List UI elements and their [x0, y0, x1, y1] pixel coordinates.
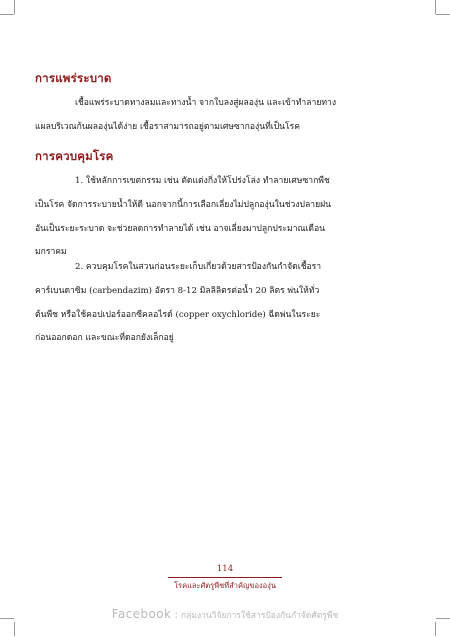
text-line: คาร์เบนดาซิม (carbendazim) อัตรา 8-12 มิลลิลิตรต่อน้ำ 20 ลิตร พ่นให้ทั่ว [35, 285, 320, 296]
crop-mark-top-left-v [14, 0, 15, 14]
text-line: เชื้อแพร่ระบาดทางลมและทางน้ำ จากใบลงสู่ผลองุ่น และเข้าทำลายทาง [75, 98, 337, 108]
text-line: ต้นพืช หรือใช้คอปเปอร์ออกซีคลอไรด์ (copper oxychloride) ฉีดพ่นในระยะ [35, 309, 321, 320]
crop-mark-bottom-left-v [14, 622, 15, 636]
text-line: 1. ใช้หลักการเขตกรรม เช่น ตัดแต่งกิ่งให้โปร่งโล่ง ทำลายเศษซากพืช [75, 176, 330, 186]
crop-mark-bottom-right-v [435, 622, 436, 636]
facebook-watermark [0, 603, 450, 622]
facebook-group-name: กลุ่มงานวิจัยการใช้สารป้องกันกำจัดศัตรูพืช [181, 611, 339, 621]
paragraph-spread [35, 92, 375, 140]
text-line: ก่อนออกดอก และขณะที่ดอกยังเล็กอยู่ [35, 333, 174, 344]
page-number: 114 [216, 564, 234, 574]
section-heading-control: การควบคุมโรค [35, 149, 114, 163]
facebook-label: Facebook [111, 607, 172, 621]
text-line: แผลบริเวณก้นผลองุ่นได้ง่าย เชื้อราสามารถอยู่ตามเศษซากองุ่นที่เป็นโรค [35, 121, 301, 132]
text-line: เป็นโรค จัดการระบายน้ำให้ดี นอกจากนี้การเลือกเลี่ยงไม่ปลูกองุ่นในช่วงปลายฝน [35, 199, 332, 210]
section-heading-spread: การแพร่ระบาด [35, 71, 112, 85]
paragraph-control-1 [35, 170, 375, 265]
crop-mark-top-right-h [436, 14, 450, 15]
paragraph-control-2 [35, 256, 375, 351]
crop-mark-top-right-v [435, 0, 436, 14]
book-title: โรคและศัตรูพืชที่สำคัญขององุ่น [174, 581, 276, 590]
crop-mark-top-left-h [0, 14, 14, 15]
text-line: อันเป็นระยะระบาด จะช่วยลดการทำลายได้ เช่น อาจเลี่ยงมาปลูกประมาณเดือน [35, 223, 326, 234]
watermark-separator: : [174, 608, 179, 621]
footer-divider [168, 577, 282, 578]
text-line: มกราคม [35, 247, 67, 258]
text-line: 2. ควบคุมโรคในสวนก่อนระยะเก็บเกี่ยวด้วยสารป้องกันกำจัดเชื้อรา [75, 262, 322, 272]
